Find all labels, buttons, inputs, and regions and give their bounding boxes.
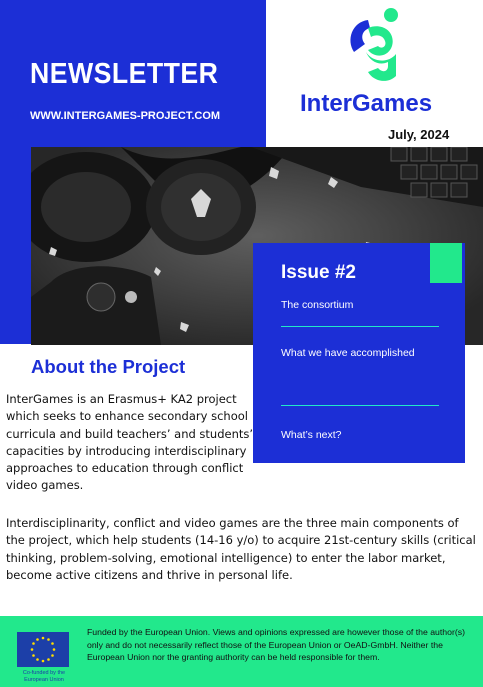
about-body-paragraph: Interdisciplinarity, conflict and video games are the three main components of the project, which help students (14-16 y/o) to acquire 21st-century skills (critical thinking, problem-solving, emotional intelligence) to enter the labor market, become active citizens and thrive in personal life. (6, 516, 476, 582)
issue-date: July, 2024 (388, 127, 450, 142)
toc-item-next[interactable]: What’s next? (281, 429, 342, 441)
issue-title: Issue #2 (281, 262, 356, 283)
intergames-logo-icon (338, 6, 418, 86)
toc-item-accomplished[interactable]: What we have accomplished (281, 347, 415, 359)
toc-item-consortium[interactable]: The consortium (281, 299, 354, 311)
about-intro-paragraph: InterGames is an Erasmus+ KA2 project which seeks to enhance secondary school curricula and build teachers’ and students’ capacities by introducing interdisciplinary approaches to education through conflict video games. (6, 392, 254, 493)
newsletter-title: NEWSLETTER (30, 58, 219, 90)
issue-accent-square (430, 243, 462, 283)
website-link[interactable]: WWW.INTERGAMES-PROJECT.COM (30, 110, 221, 122)
about-heading: About the Project (31, 356, 186, 377)
eu-flag-icon (17, 632, 69, 667)
funding-disclaimer: Funded by the European Union. Views and opinions expressed are however those of the author(s) only and do not necessarily reflect those of the European Union or OeAD-GmbH. Neither the European Union nor the granting authority can be held responsible for them. (87, 627, 465, 662)
eu-cofunded-caption: Co-funded by the European Union (22, 670, 66, 683)
toc-divider (281, 326, 439, 327)
brand-name: InterGames (300, 90, 433, 117)
funding-footer (0, 616, 483, 687)
toc-divider (281, 405, 439, 406)
